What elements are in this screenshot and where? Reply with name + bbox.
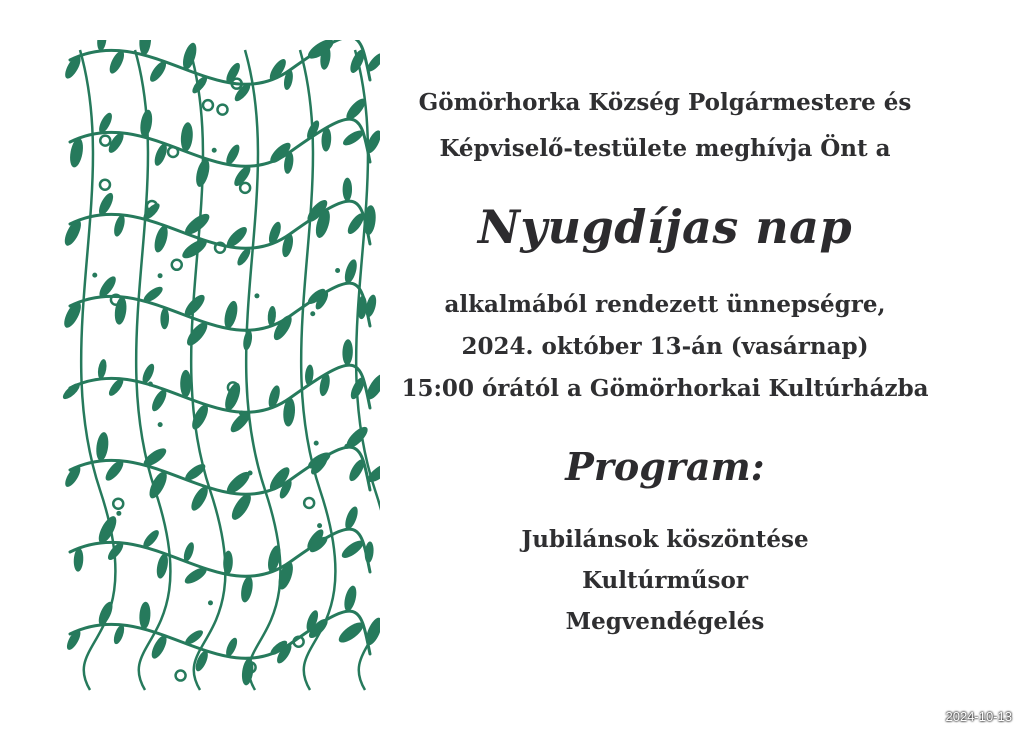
detail-line-3: 15:00 órától a Gömörhorkai Kultúrházba <box>401 375 929 402</box>
photo-timestamp: 2024-10-13 <box>945 709 1012 724</box>
program-item-3: Megvendégelés <box>565 608 765 635</box>
program-heading: Program: <box>565 444 765 489</box>
program-item-2: Kultúrműsor <box>582 567 748 594</box>
program-item-1: Jubilánsok köszöntése <box>521 526 809 553</box>
detail-line-2: 2024. október 13-án (vasárnap) <box>461 333 869 360</box>
program-list <box>370 519 960 642</box>
event-title: Nyugdíjas nap <box>477 200 853 254</box>
invitation-text <box>370 80 960 642</box>
intro-line-1: Gömörhorka Község Polgármestere és <box>418 89 912 116</box>
leafy-vine-pattern-icon <box>60 40 380 700</box>
detail-line-1: alkalmából rendezett ünnepségre, <box>444 291 886 318</box>
intro-line-2: Képviselő-testülete meghívja Önt a <box>439 135 891 162</box>
